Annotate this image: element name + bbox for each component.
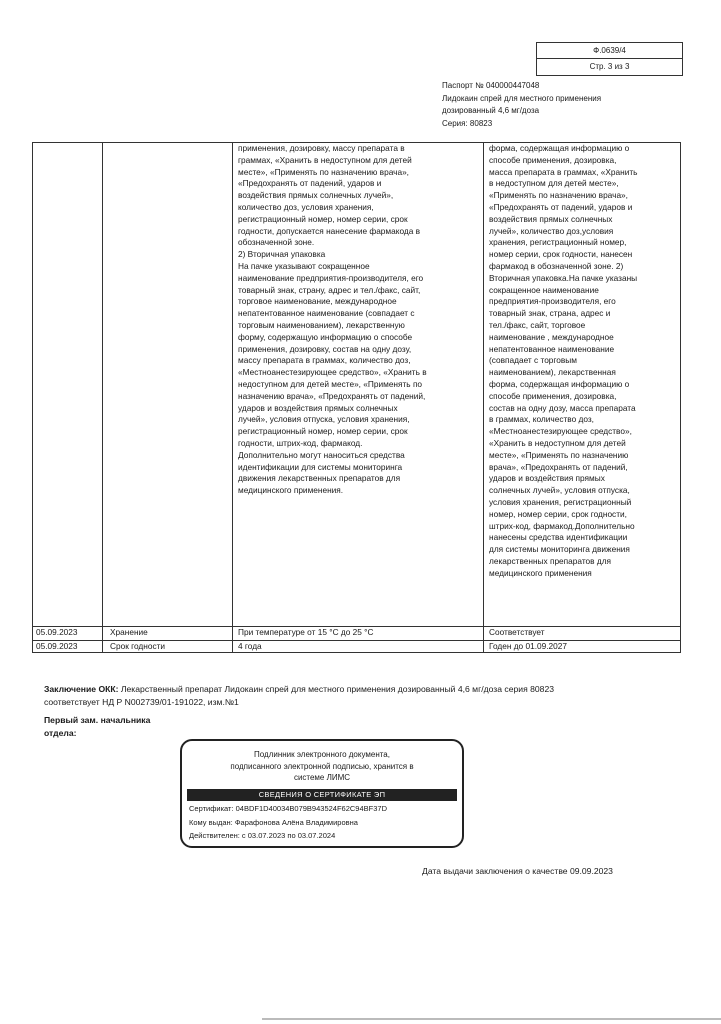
text-line: форму, содержащую информацию о способе xyxy=(238,331,413,342)
text-line: торговым наименованием), лекарственную xyxy=(238,319,405,330)
text-line: движения лекарственных препаратов для xyxy=(238,473,401,484)
text-line: тел./факс, сайт, торговое xyxy=(489,319,586,330)
passport-line: Серия: 80823 xyxy=(442,118,493,128)
form-code-box xyxy=(536,42,683,76)
row-date: 05.09.2023 xyxy=(36,627,78,637)
issue-date: Дата выдачи заключения о качестве 09.09.2023 xyxy=(422,866,613,876)
text-line: На пачке указывают сокращенное xyxy=(238,260,370,271)
stamp-line: Подлинник электронного документа, xyxy=(254,750,390,759)
text-line: наименование , международное xyxy=(489,331,614,342)
text-line: масса препарата в граммах, «Хранить xyxy=(489,166,638,177)
text-line: состав на одну дозу, масса препарата xyxy=(489,402,636,413)
text-line: применения, дозировку, массу препарата в xyxy=(238,143,405,153)
result-cell xyxy=(489,143,638,579)
text-line: недоступном для детей месте», «Применять по xyxy=(238,378,423,389)
text-line: наименование предприятия-производителя, его xyxy=(238,272,424,283)
text-line: непатентованное наименование (совпадает с xyxy=(238,308,415,319)
text-line: фармакод в обозначенной зоне. 2) xyxy=(489,260,624,271)
text-line: медицинского применения. xyxy=(238,485,344,496)
text-line: врача», «Предохранять от падений, xyxy=(489,461,628,472)
text-line: в граммах, количество доз, xyxy=(489,414,594,425)
stamp-header xyxy=(182,749,462,784)
table-divider xyxy=(102,143,103,652)
passport-line: Паспорт № 040000447048 xyxy=(442,81,540,90)
text-line: воздействия прямых солнечных лучей», xyxy=(238,190,394,201)
text-line: Дополнительно могут наноситься средства xyxy=(238,449,405,460)
text-line: хранения, регистрационный номер, xyxy=(489,237,627,248)
certificate-owner: Кому выдан: Фарафонова Алёна Владимировна xyxy=(189,818,358,827)
text-line: сокращенное наименование xyxy=(489,284,599,295)
text-line: форма, содержащая информацию о xyxy=(489,378,630,389)
passport-line: дозированный 4,6 мг/доза xyxy=(442,106,540,115)
text-line: месте», «Применять по назначению xyxy=(489,449,629,460)
text-line: регистрационный номер, номер серии, срок xyxy=(238,213,408,224)
page-number: Стр. 3 из 3 xyxy=(537,58,682,74)
text-line: ударов и воздействия прямых xyxy=(489,473,605,484)
text-line: товарный знак, страну, адрес и тел./факс, сайт, xyxy=(238,284,421,295)
text-line: обозначенной зоне. xyxy=(238,237,315,248)
text-line: количество доз, условия хранения, xyxy=(238,201,374,212)
text-line: торговое наименование, международное xyxy=(238,296,397,307)
text-line: идентификации для системы мониторинга xyxy=(238,461,403,472)
text-line: ударов и воздействия прямых солнечных xyxy=(238,402,398,413)
e-signature-stamp xyxy=(180,739,464,848)
text-line: годности, штрих-код, фармакод. xyxy=(238,437,363,448)
table-divider xyxy=(483,143,484,652)
text-line: лучей», количество доз,условия xyxy=(489,225,614,236)
stamp-line: системе ЛИМС xyxy=(293,773,351,782)
text-line: номер серии, срок годности, нанесен xyxy=(489,249,633,260)
row-requirement: При температуре от 15 °С до 25 °С xyxy=(238,627,374,637)
text-line: лекарственных препаратов для xyxy=(489,555,612,566)
text-line: «Местноанестезирующее средство», xyxy=(489,426,632,437)
text-line: предприятия-производителя, его xyxy=(489,296,616,307)
row-requirement: 4 года xyxy=(238,641,262,651)
certificate-number: Сертификат: 04BDF1D40034B079B943524F62C94BF37D xyxy=(189,804,387,813)
text-line: Вторичная упаковка.На пачке указаны xyxy=(489,272,638,283)
passport-info xyxy=(442,80,601,130)
text-line: условия хранения, регистрационный xyxy=(489,496,632,507)
form-code: Ф.0639/4 xyxy=(593,46,626,55)
text-line: способе применения, дозировка, xyxy=(489,390,617,401)
text-line: регистрационный номер, номер серии, срок xyxy=(238,426,408,437)
text-line: для системы мониторинга движения xyxy=(489,544,630,555)
row-parameter: Хранение xyxy=(110,627,148,637)
text-line: штрих-код, фармакод.Дополнительно xyxy=(489,520,635,531)
text-line: массу препарата в граммах, количество доз, xyxy=(238,355,411,366)
text-line: годности, допускается нанесение фармакода в xyxy=(238,225,421,236)
text-line: (совпадает с торговым xyxy=(489,355,577,366)
text-line: лучей», условия отпуска, условия хранения, xyxy=(238,414,410,425)
text-line: «Хранить в недоступном для детей xyxy=(489,437,626,448)
conclusion xyxy=(44,683,554,708)
scan-edge-line xyxy=(262,1018,721,1020)
conclusion-text-2: соответствует НД Р N002739/01-191022, изм.№1 xyxy=(44,696,239,707)
text-line: «Предохранять от падений, ударов и xyxy=(238,178,382,189)
row-date: 05.09.2023 xyxy=(36,641,78,651)
signatory-line: отдела: xyxy=(44,727,77,738)
text-line: воздействия прямых солнечных xyxy=(489,213,613,224)
text-line: медицинского применения xyxy=(489,567,592,578)
text-line: форма, содержащая информацию о xyxy=(489,143,630,153)
requirements-cell xyxy=(238,143,427,497)
text-line: нанесены средства идентификации xyxy=(489,532,628,543)
text-line: номер, номер серии, срок годности, xyxy=(489,508,627,519)
table-divider xyxy=(232,143,233,652)
stamp-line: подписанного электронной подписью, хранится в xyxy=(230,761,414,771)
text-line: назначению врача», «Предохранять от падений, xyxy=(238,390,426,401)
conclusion-text: Лекарственный препарат Лидокаин спрей для местного применения дозированный 4,6 мг/доза серия 80823 xyxy=(118,684,555,694)
text-line: в недоступном для детей месте», xyxy=(489,178,619,189)
certificate-validity: Действителен: с 03.07.2023 по 03.07.2024 xyxy=(189,831,336,840)
certificate-info-bar: СВЕДЕНИЯ О СЕРТИФИКАТЕ ЭП xyxy=(187,789,457,801)
text-line: «Местноанестезирующее средство», «Хранить в xyxy=(238,367,427,378)
text-line: способе применения, дозировка, xyxy=(489,154,617,165)
text-line: 2) Вторичная упаковка xyxy=(238,249,326,260)
text-line: месте», «Применять по назначению врача», xyxy=(238,166,409,177)
signatory-title xyxy=(44,714,150,739)
text-line: товарный знак, страна, адрес и xyxy=(489,308,611,319)
results-table xyxy=(32,142,681,653)
signatory-line: Первый зам. начальника xyxy=(44,715,151,725)
text-line: «Предохранять от падений, ударов и xyxy=(489,201,633,212)
passport-line: Лидокаин спрей для местного применения xyxy=(442,93,602,103)
text-line: непатентованное наименование xyxy=(489,343,615,354)
row-parameter: Срок годности xyxy=(110,641,166,651)
text-line: граммах, «Хранить в недоступном для детей xyxy=(238,154,412,165)
conclusion-label: Заключение ОКК: xyxy=(44,684,119,694)
text-line: солнечных лучей», условия отпуска, xyxy=(489,485,630,496)
text-line: применения, дозировку, состав на одну дозу, xyxy=(238,343,412,354)
row-result: Годен до 01.09.2027 xyxy=(489,641,567,651)
text-line: наименованием), лекарственная xyxy=(489,367,616,378)
row-result: Соответствует xyxy=(489,627,545,637)
text-line: «Применять по назначению врача», xyxy=(489,190,628,201)
